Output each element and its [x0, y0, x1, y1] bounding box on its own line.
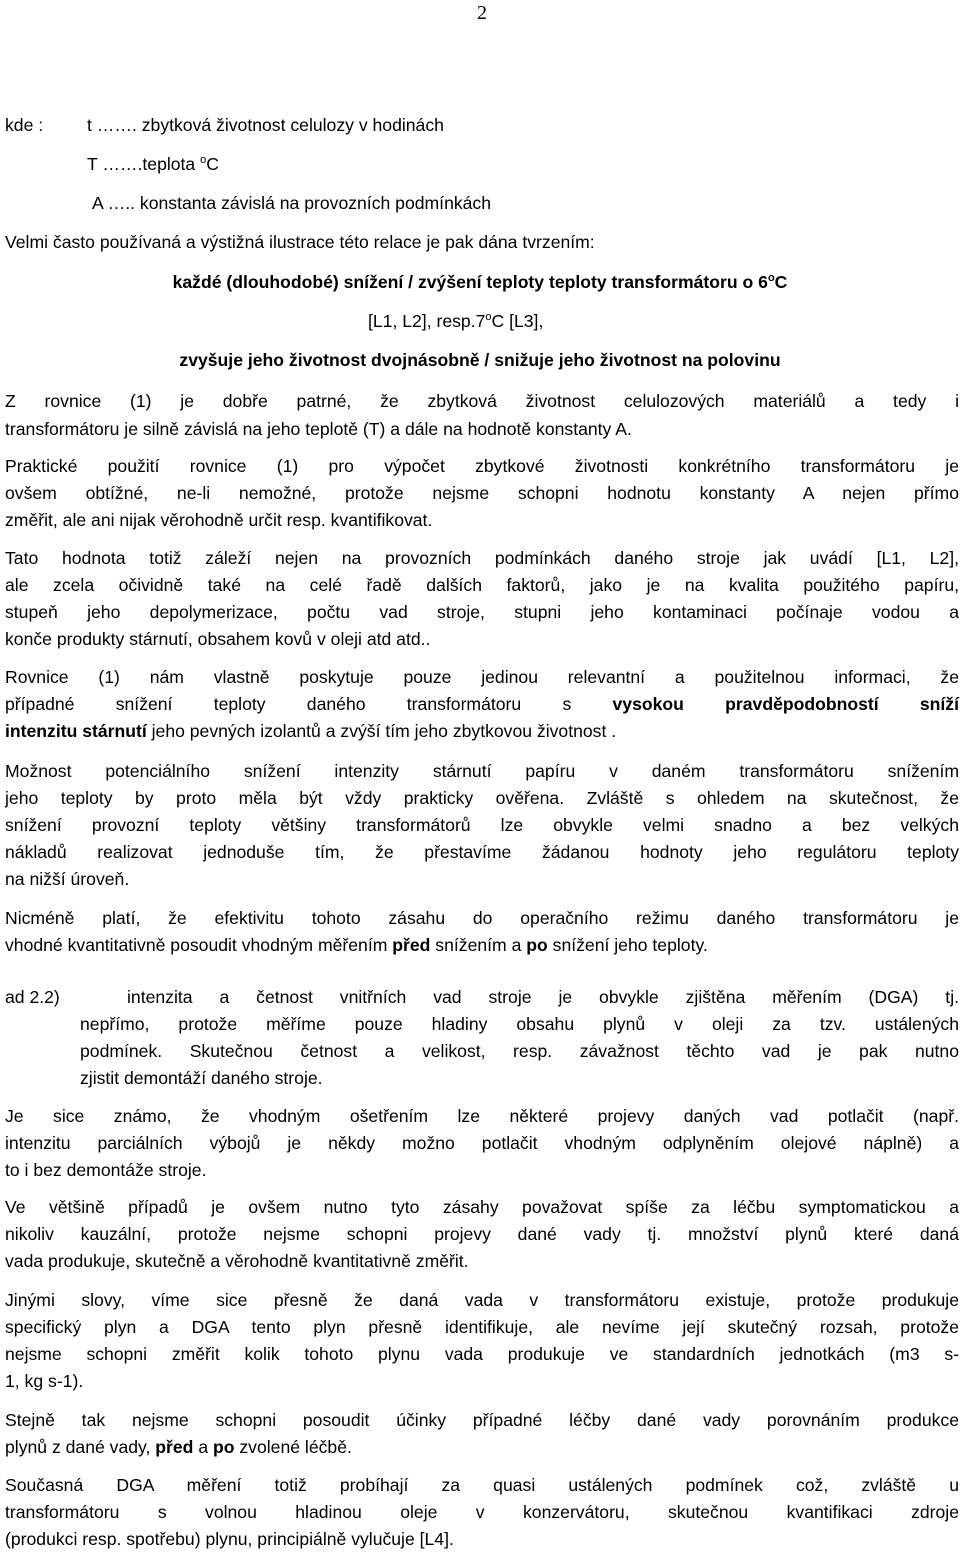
paragraph-3-line: konče produkty stárnutí, obsahem kovů v oleji atd atd.. — [5, 629, 431, 649]
ad-line: intenzita a četnost vnitřních vad stroje je obvykle zjištěna měřením (DGA) tj. — [127, 987, 959, 1007]
paragraph-9-line: nejsme schopni změřit kolik tohoto plynu vada produkuje ve standardních jednotkách (m3 s- — [5, 1344, 959, 1364]
paragraph-8-line: Ve většině případů je ovšem nutno tyto zásahy považovat spíše za léčbu symptomatickou a — [5, 1197, 959, 1217]
paragraph-5-line: snížení provozní teploty většiny transformátorů lze obvykle velmi snadno a bez velkých — [5, 815, 959, 835]
paragraph-2-line: změřit, ale ani nijak věrohodně určit resp. kvantifikovat. — [5, 510, 433, 530]
paragraph-7-line: intenzitu parciálních výbojů je někdy možno potlačit vhodným odplyněním olejové náplně) a — [5, 1133, 959, 1153]
intro-text: Velmi často používaná a výstižná ilustrace této relace je pak dána tvrzením: — [5, 232, 595, 252]
paragraph-5-line: jeho teploty by proto měla být vždy prakticky ověřena. Zvláště s ohledem na skutečnost, že — [5, 788, 959, 808]
paragraph-3-line: stupeň jeho depolymerizace, počtu vad stroje, stupni jeho kontaminaci počínaje vodou a — [5, 602, 959, 622]
paragraph-11-line: Současná DGA měření totiž probíhají za quasi ustálených podmínek což, zvláště u — [5, 1475, 959, 1495]
paragraph-4-line: případné snížení teploty daného transformátoru s vysokou pravděpodobností sníží — [5, 694, 959, 714]
paragraph-10-line: plynů z dané vady, před a po zvolené léčbě. — [5, 1437, 352, 1457]
paragraph-6-line: vhodné kvantitativně posoudit vhodným měřením před snížením a po snížení jeho teploty. — [5, 935, 708, 955]
paragraph-3-line: Tato hodnota totiž záleží nejen na provozních podmínkách daného stroje jak uvádí [L1, L2], — [5, 548, 959, 568]
paragraph-11-line: transformátoru s volnou hladinou oleje v konzervátoru, skutečnou kvantifikaci zdroje — [5, 1502, 959, 1522]
paragraph-8-line: vada produkuje, skutečně a věrohodně kvantitativně změřit. — [5, 1251, 469, 1271]
paragraph-1-line: transformátoru je silně závislá na jeho teplotě (T) a dále na hodnotě konstanty A. — [5, 419, 632, 439]
paragraph-9-line: Jinými slovy, víme sice přesně že daná vada v transformátoru existuje, protože produkuje — [5, 1290, 959, 1310]
paragraph-1-line: Z rovnice (1) je dobře patrné, že zbytková životnost celulozových materiálů a tedy i — [5, 391, 959, 411]
rule-line-1: každé (dlouhodobé) snížení / zvýšení teploty teploty transformátoru o 6$^o$C — [172, 272, 788, 292]
paragraph-5-line: Možnost potenciálního snížení intenzity stárnutí papíru v daném transformátoru snížením — [5, 761, 959, 781]
ad-line: podmínek. Skutečnou četnost a velikost, resp. závažnost těchto vad je pak nutno — [80, 1041, 959, 1061]
rule-line-2: [L1, L2], resp.7$^o$C [L3], — [368, 311, 544, 331]
legend-t-line: t ……. zbytková životnost celulozy v hodinách — [87, 115, 444, 135]
paragraph-2-line: ovšem obtížné, ne-li nemožné, protože nejsme schopni hodnotu konstanty A nejen přímo — [5, 483, 959, 503]
paragraph-2-line: Praktické použití rovnice (1) pro výpočet zbytkové životnosti konkrétního transformátoru je — [5, 456, 959, 476]
paragraph-4-line: intenzitu stárnutí jeho pevných izolantů a zvýší tím jeho zbytkovou životnost . — [5, 721, 617, 741]
paragraph-4-line: Rovnice (1) nám vlastně poskytuje pouze jedinou relevantní a použitelnou informaci, že — [5, 667, 959, 687]
page-number: 2 — [477, 2, 487, 24]
paragraph-10-line: Stejně tak nejsme schopni posoudit účinky případné léčby dané vady porovnáním produkce — [5, 1410, 959, 1430]
paragraph-5-line: na nižší úroveň. — [5, 869, 130, 889]
ad-label: ad 2.2) — [5, 987, 60, 1007]
legend-kde-label: kde : — [5, 115, 44, 135]
paragraph-7-line: Je sice známo, že vhodným ošetřením lze některé projevy daných vad potlačit (např. — [5, 1106, 959, 1126]
paragraph-11-line: (produkci resp. spotřebu) plynu, principiálně vylučuje [L4]. — [5, 1529, 454, 1549]
paragraph-3-line: ale zcela očividně také na celé řadě dalších faktorů, jako je na kvalita použitého papíru, — [5, 575, 959, 595]
rule-line-3: zvyšuje jeho životnost dvojnásobně / snižuje jeho životnost na polovinu — [179, 350, 781, 370]
paragraph-9-line: 1, kg s-1). — [5, 1371, 84, 1391]
paragraph-9-line: specifický plyn a DGA tento plyn přesně identifikuje, ale nevíme její skutečný rozsah, protože — [5, 1317, 959, 1337]
ad-line: zjistit demontáží daného stroje. — [80, 1068, 323, 1088]
paragraph-8-line: nikoliv kauzální, protože nejsme schopni projevy dané vady tj. množství plynů které daná — [5, 1224, 959, 1244]
legend-A-line: A ….. konstanta závislá na provozních podmínkách — [92, 193, 492, 213]
paragraph-7-line: to i bez demontáže stroje. — [5, 1160, 207, 1180]
ad-line: nepřímo, protože měříme pouze hladiny obsahu plynů v oleji za tzv. ustálených — [80, 1014, 959, 1034]
paragraph-5-line: nákladů realizovat jednoduše tím, že přestavíme žádanou hodnoty jeho regulátoru teploty — [5, 842, 959, 862]
paragraph-6-line: Nicméně platí, že efektivitu tohoto zásahu do operačního režimu daného transformátoru je — [5, 908, 959, 928]
legend-T-line: T …….teplota $^o$C — [87, 154, 219, 174]
